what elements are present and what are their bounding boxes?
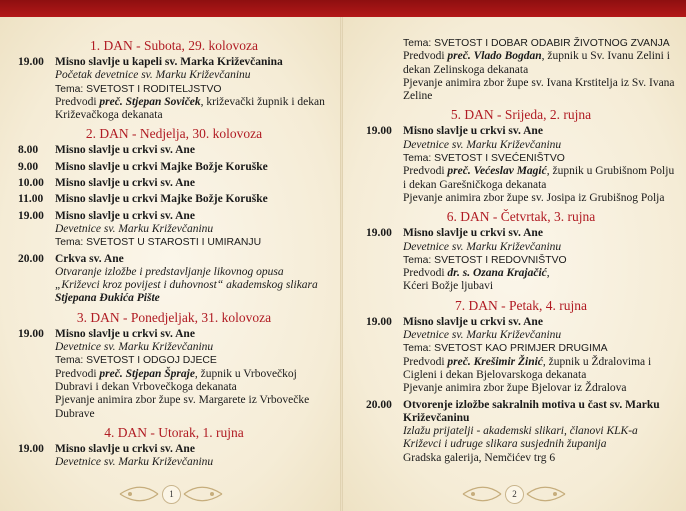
event-title: Misno slavlje u crkvi sv. Ane	[55, 327, 195, 340]
choir-note: Pjevanje animira zbor župe sv. Josipa iz Grubišnog Polja	[403, 191, 665, 204]
event-time: 19.00	[18, 442, 44, 455]
event-theme: Tema: SVETOST I DOBAR ODABIR ŽIVOTNOG ZVANJA	[403, 38, 670, 49]
event-line	[403, 37, 676, 50]
event-title: Crkva sv. Ane	[55, 252, 124, 265]
novena-note: Devetnice sv. Marku Križevčaninu	[55, 341, 214, 354]
event	[18, 56, 330, 122]
event-time: 10.00	[18, 177, 44, 190]
day-block	[366, 208, 676, 293]
presider-name: preč. Krešimir Žinić	[447, 355, 543, 368]
event-line	[403, 452, 676, 465]
day-block	[366, 106, 676, 205]
event-time: 19.00	[18, 56, 44, 68]
event	[18, 253, 330, 306]
event-theme: Tema: SVETOST I ODGOJ DJECE	[55, 355, 217, 367]
event-line	[55, 368, 330, 395]
event-theme: Tema: SVETOST U STAROSTI I UMIRANJU	[55, 237, 262, 249]
day-block	[18, 37, 330, 122]
event-theme: Tema: SVETOST I RODITELJSTVO	[55, 83, 222, 95]
event	[366, 227, 676, 293]
event-line	[403, 267, 676, 280]
event	[366, 125, 676, 205]
day-heading: 5. DAN - Srijeda, 2. rujna	[450, 107, 592, 123]
event-title: Misno slavlje u crkvi sv. Ane	[55, 209, 195, 222]
event	[18, 193, 330, 206]
text-segment: , župnik u Ždralovima i Cigleni i dekan Bjelovarskoga dekanata	[403, 355, 652, 381]
event-line	[55, 328, 330, 341]
day-block	[18, 309, 330, 421]
event-line	[55, 144, 330, 157]
text-segment: , župnik u Sv. Ivanu Zelini i dekan Zelinskoga dekanata	[403, 50, 670, 76]
page-number: 1	[162, 485, 181, 504]
event-time: 20.00	[18, 252, 44, 265]
text-segment: Predvodi	[55, 95, 100, 108]
novena-note: Devetnice sv. Marku Križevčaninu	[403, 329, 562, 342]
event-line	[55, 56, 330, 69]
right-column	[366, 37, 676, 468]
event-line	[55, 456, 330, 469]
event-title: Otvorenje izložbe sakralnih motiva u čast sv. Marku Križevčaninu	[403, 398, 660, 424]
event-title: Misno slavlje u kapeli sv. Marka Križevčanina	[55, 56, 283, 68]
event-line	[403, 77, 676, 104]
event	[366, 316, 676, 396]
event-time: 20.00	[366, 398, 392, 411]
text-segment: ,	[546, 267, 550, 280]
event-line	[55, 354, 330, 367]
event	[18, 328, 330, 421]
text-segment: Predvodi	[403, 50, 448, 63]
event-time: 19.00	[18, 327, 44, 340]
day-block	[18, 424, 330, 470]
event-line	[55, 83, 330, 96]
presider-name: dr. s. Ozana Krajačić	[447, 267, 547, 280]
day-heading: 7. DAN - Petak, 4. rujna	[455, 297, 587, 313]
event-time: 9.00	[18, 160, 39, 173]
event-continuation	[366, 37, 676, 103]
event-line	[403, 329, 676, 342]
event-line	[403, 241, 676, 254]
top-red-band	[0, 0, 686, 17]
event-title: Misno slavlje u crkvi sv. Ane	[403, 315, 543, 328]
event-line	[403, 139, 676, 152]
event-line	[55, 341, 330, 354]
event-line	[55, 253, 330, 266]
event-line	[55, 266, 330, 306]
event-time: 11.00	[18, 193, 44, 206]
novena-note: Početak devetnice sv. Marku Križevčaninu	[55, 69, 251, 82]
event-title: Misno slavlje u crkvi Majke Božje Koruške	[55, 193, 268, 206]
event-line	[55, 236, 330, 249]
page-ornament-left	[116, 483, 226, 505]
presider-name: preč. Većeslav Magić	[447, 165, 547, 178]
event-line	[403, 399, 676, 426]
text-segment: Predvodi	[403, 165, 448, 178]
day-heading: 3. DAN - Ponedjeljak, 31. kolovoza	[76, 309, 272, 325]
event-line	[403, 152, 676, 165]
text-segment: , župnik u Grubišnom Polju i dekan Garešničkoga dekanata	[403, 165, 675, 191]
day-block	[366, 297, 676, 465]
day-block	[18, 125, 330, 305]
event-title: Misno slavlje u crkvi sv. Ane	[403, 227, 543, 240]
event-line	[55, 394, 330, 421]
venue: Gradska galerija, Nemčićev trg 6	[403, 451, 556, 464]
left-column	[18, 37, 330, 472]
event-line	[403, 342, 676, 355]
choir-note: Pjevanje animira zbor župe sv. Margarete iz Vrbovečke Dubrave	[55, 394, 310, 420]
event	[18, 443, 330, 470]
community-note: Kćeri Božje ljubavi	[403, 280, 494, 293]
choir-note: Pjevanje animira zbor župe sv. Ivana Krstitelja iz Sv. Ivana Zeline	[403, 76, 675, 103]
day-heading: 6. DAN - Četvrtak, 3. rujna	[446, 209, 596, 225]
event-line	[403, 192, 676, 205]
text-segment: Predvodi	[403, 355, 448, 368]
event-title: Misno slavlje u crkvi Majke Božje Koruške	[55, 160, 268, 173]
event-line	[403, 425, 676, 452]
event-line	[403, 50, 676, 77]
exhibition-note: Otvaranje izložbe i predstavljanje likovnog opusa „Križevci kroz povijest i duhovnost“ akademskog slikara	[55, 265, 318, 292]
event-line	[55, 96, 330, 123]
event-line	[55, 443, 330, 456]
presider-name: preč. Vlado Bogdan	[447, 50, 542, 63]
event-line	[55, 69, 330, 82]
event-line	[55, 210, 330, 223]
event-line	[55, 193, 330, 206]
event-theme: Tema: SVETOST KAO PRIMJER DRUGIMA	[403, 343, 608, 355]
event-line	[403, 316, 676, 329]
text-segment: Predvodi	[55, 367, 100, 380]
day-heading: 2. DAN - Nedjelja, 30. kolovoza	[85, 126, 263, 142]
novena-note: Devetnice sv. Marku Križevčaninu	[55, 222, 214, 235]
event-line	[403, 254, 676, 267]
event-line	[403, 227, 676, 240]
event-title: Misno slavlje u crkvi sv. Ane	[55, 177, 195, 190]
choir-note: Pjevanje animira zbor župe Bjelovar iz Ždralova	[403, 382, 627, 395]
event-time: 19.00	[366, 227, 392, 240]
text-segment: , župnik u Vrbovečkoj Dubravi i dekan Vrbovečkoga dekanata	[55, 367, 297, 393]
event-theme: Tema: SVETOST I SVEĆENIŠTVO	[403, 153, 565, 165]
presider-name: preč. Stjepan Špraje	[99, 367, 195, 380]
text-segment: , križevački župnik i dekan Križevačkoga dekanata	[55, 95, 325, 122]
event-line	[403, 382, 676, 395]
event-line	[55, 177, 330, 190]
event	[18, 210, 330, 250]
presider-name: preč. Stjepan Soviček	[99, 95, 201, 108]
event-title: Misno slavlje u crkvi sv. Ane	[55, 442, 195, 455]
event-line	[55, 161, 330, 174]
artist-name: Stjepana Đukića Pište	[55, 292, 160, 305]
event-line	[403, 165, 676, 192]
event-line	[55, 223, 330, 236]
event	[18, 177, 330, 190]
day-heading: 4. DAN - Utorak, 1. rujna	[104, 424, 244, 440]
event-time: 19.00	[18, 209, 44, 222]
event-time: 19.00	[366, 315, 392, 328]
event-title: Misno slavlje u crkvi sv. Ane	[55, 144, 195, 157]
event-line	[403, 280, 676, 293]
event-time: 19.00	[366, 125, 392, 138]
text-segment: Predvodi	[403, 267, 448, 280]
exhibitors-note: Izlažu prijatelji - akademski slikari, članovi KLK-a Križevci i udruge slikara susjednih županija	[403, 425, 638, 451]
event-theme: Tema: SVETOST I REDOVNIŠTVO	[403, 254, 567, 266]
event-line	[403, 125, 676, 138]
event	[18, 161, 330, 174]
event-time: 8.00	[18, 144, 39, 157]
novena-note: Devetnice sv. Marku Križevčaninu	[403, 138, 562, 151]
day-heading: 1. DAN - Subota, 29. kolovoza	[90, 38, 258, 53]
event	[366, 399, 676, 465]
page-ornament-right	[459, 483, 569, 505]
event-line	[403, 356, 676, 383]
page-number: 2	[505, 485, 524, 504]
page-fold	[340, 17, 343, 511]
novena-note: Devetnice sv. Marku Križevčaninu	[55, 456, 214, 469]
event	[18, 144, 330, 157]
novena-note: Devetnice sv. Marku Križevčaninu	[403, 240, 562, 253]
event-title: Misno slavlje u crkvi sv. Ane	[403, 125, 543, 138]
